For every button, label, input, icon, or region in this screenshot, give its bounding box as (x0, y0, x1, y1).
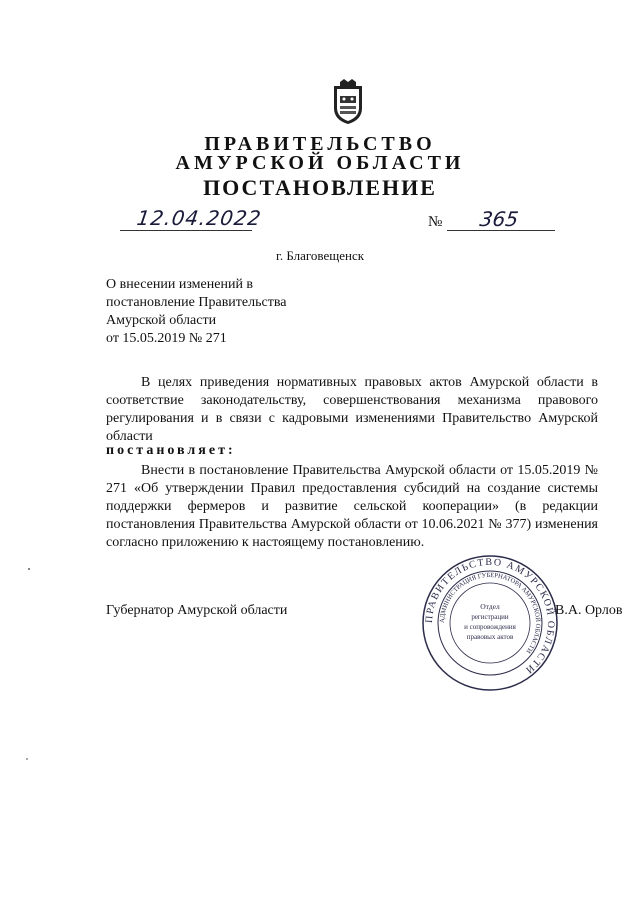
scan-speck (28, 568, 30, 570)
svg-text:Отдел: Отдел (480, 602, 500, 611)
number-underline (447, 230, 555, 231)
svg-text:АДМИНИСТРАЦИЯ ГУБЕРНАТОРА АМУР: АДМИНИСТРАЦИЯ ГУБЕРНАТОРА АМУРСКОЙ ОБЛАСТИ (438, 571, 542, 655)
subject-line: от 15.05.2019 № 271 (106, 331, 227, 346)
official-stamp (420, 553, 560, 693)
signatory-name: В.А. Орлов (555, 603, 623, 618)
svg-text:ПРАВИТЕЛЬСТВО АМУРСКОЙ ОБЛАСТИ: ПРАВИТЕЛЬСТВО АМУРСКОЙ ОБЛАСТИ (423, 556, 557, 677)
resolution-paragraph: Внести в постановление Правительства Амурской области от 15.05.2019 № 271 «Об утверждении Правил предоставления субсидий на создание системы поддержки фермеров и развитие сельской кооперации» (в редакции постановления Правительства Амурской области от 10.06.2021 № 377) изменения согласно приложению к настоящему постановлению. (106, 463, 598, 550)
subject-line: постановление Правительства (106, 295, 287, 310)
document-subject (106, 276, 366, 348)
government-title: ПРАВИТЕЛЬСТВО (204, 133, 436, 155)
subject-line: Амурской области (106, 313, 217, 328)
document-type-title: ПОСТАНОВЛЕНИЕ (203, 175, 437, 200)
region-title: АМУРСКОЙ ОБЛАСТИ (175, 152, 465, 174)
svg-text:правовых актов: правовых актов (466, 633, 514, 641)
number-sign: № (428, 214, 443, 230)
coat-of-arms-emblem (328, 78, 368, 126)
subject-line: О внесении изменений в (106, 277, 254, 292)
document-number: 365 (478, 207, 520, 231)
svg-text:регистрации: регистрации (471, 613, 509, 621)
signatory-title: Губернатор Амурской области (106, 603, 288, 618)
document-date: 12.04.2022 (135, 206, 264, 230)
svg-text:и сопровождения: и сопровождения (464, 623, 516, 631)
preamble-paragraph: В целях приведения нормативных правовых актов Амурской области в соответствие законодательству, совершенствования механизма правового регулирования и в связи с кадровыми изменениями Правительство Амурской области (106, 375, 598, 444)
resolves-heading: постановляет: (106, 443, 236, 458)
date-underline (120, 230, 252, 231)
city-name: г. Благовещенск (275, 248, 365, 263)
scan-speck (26, 758, 28, 760)
